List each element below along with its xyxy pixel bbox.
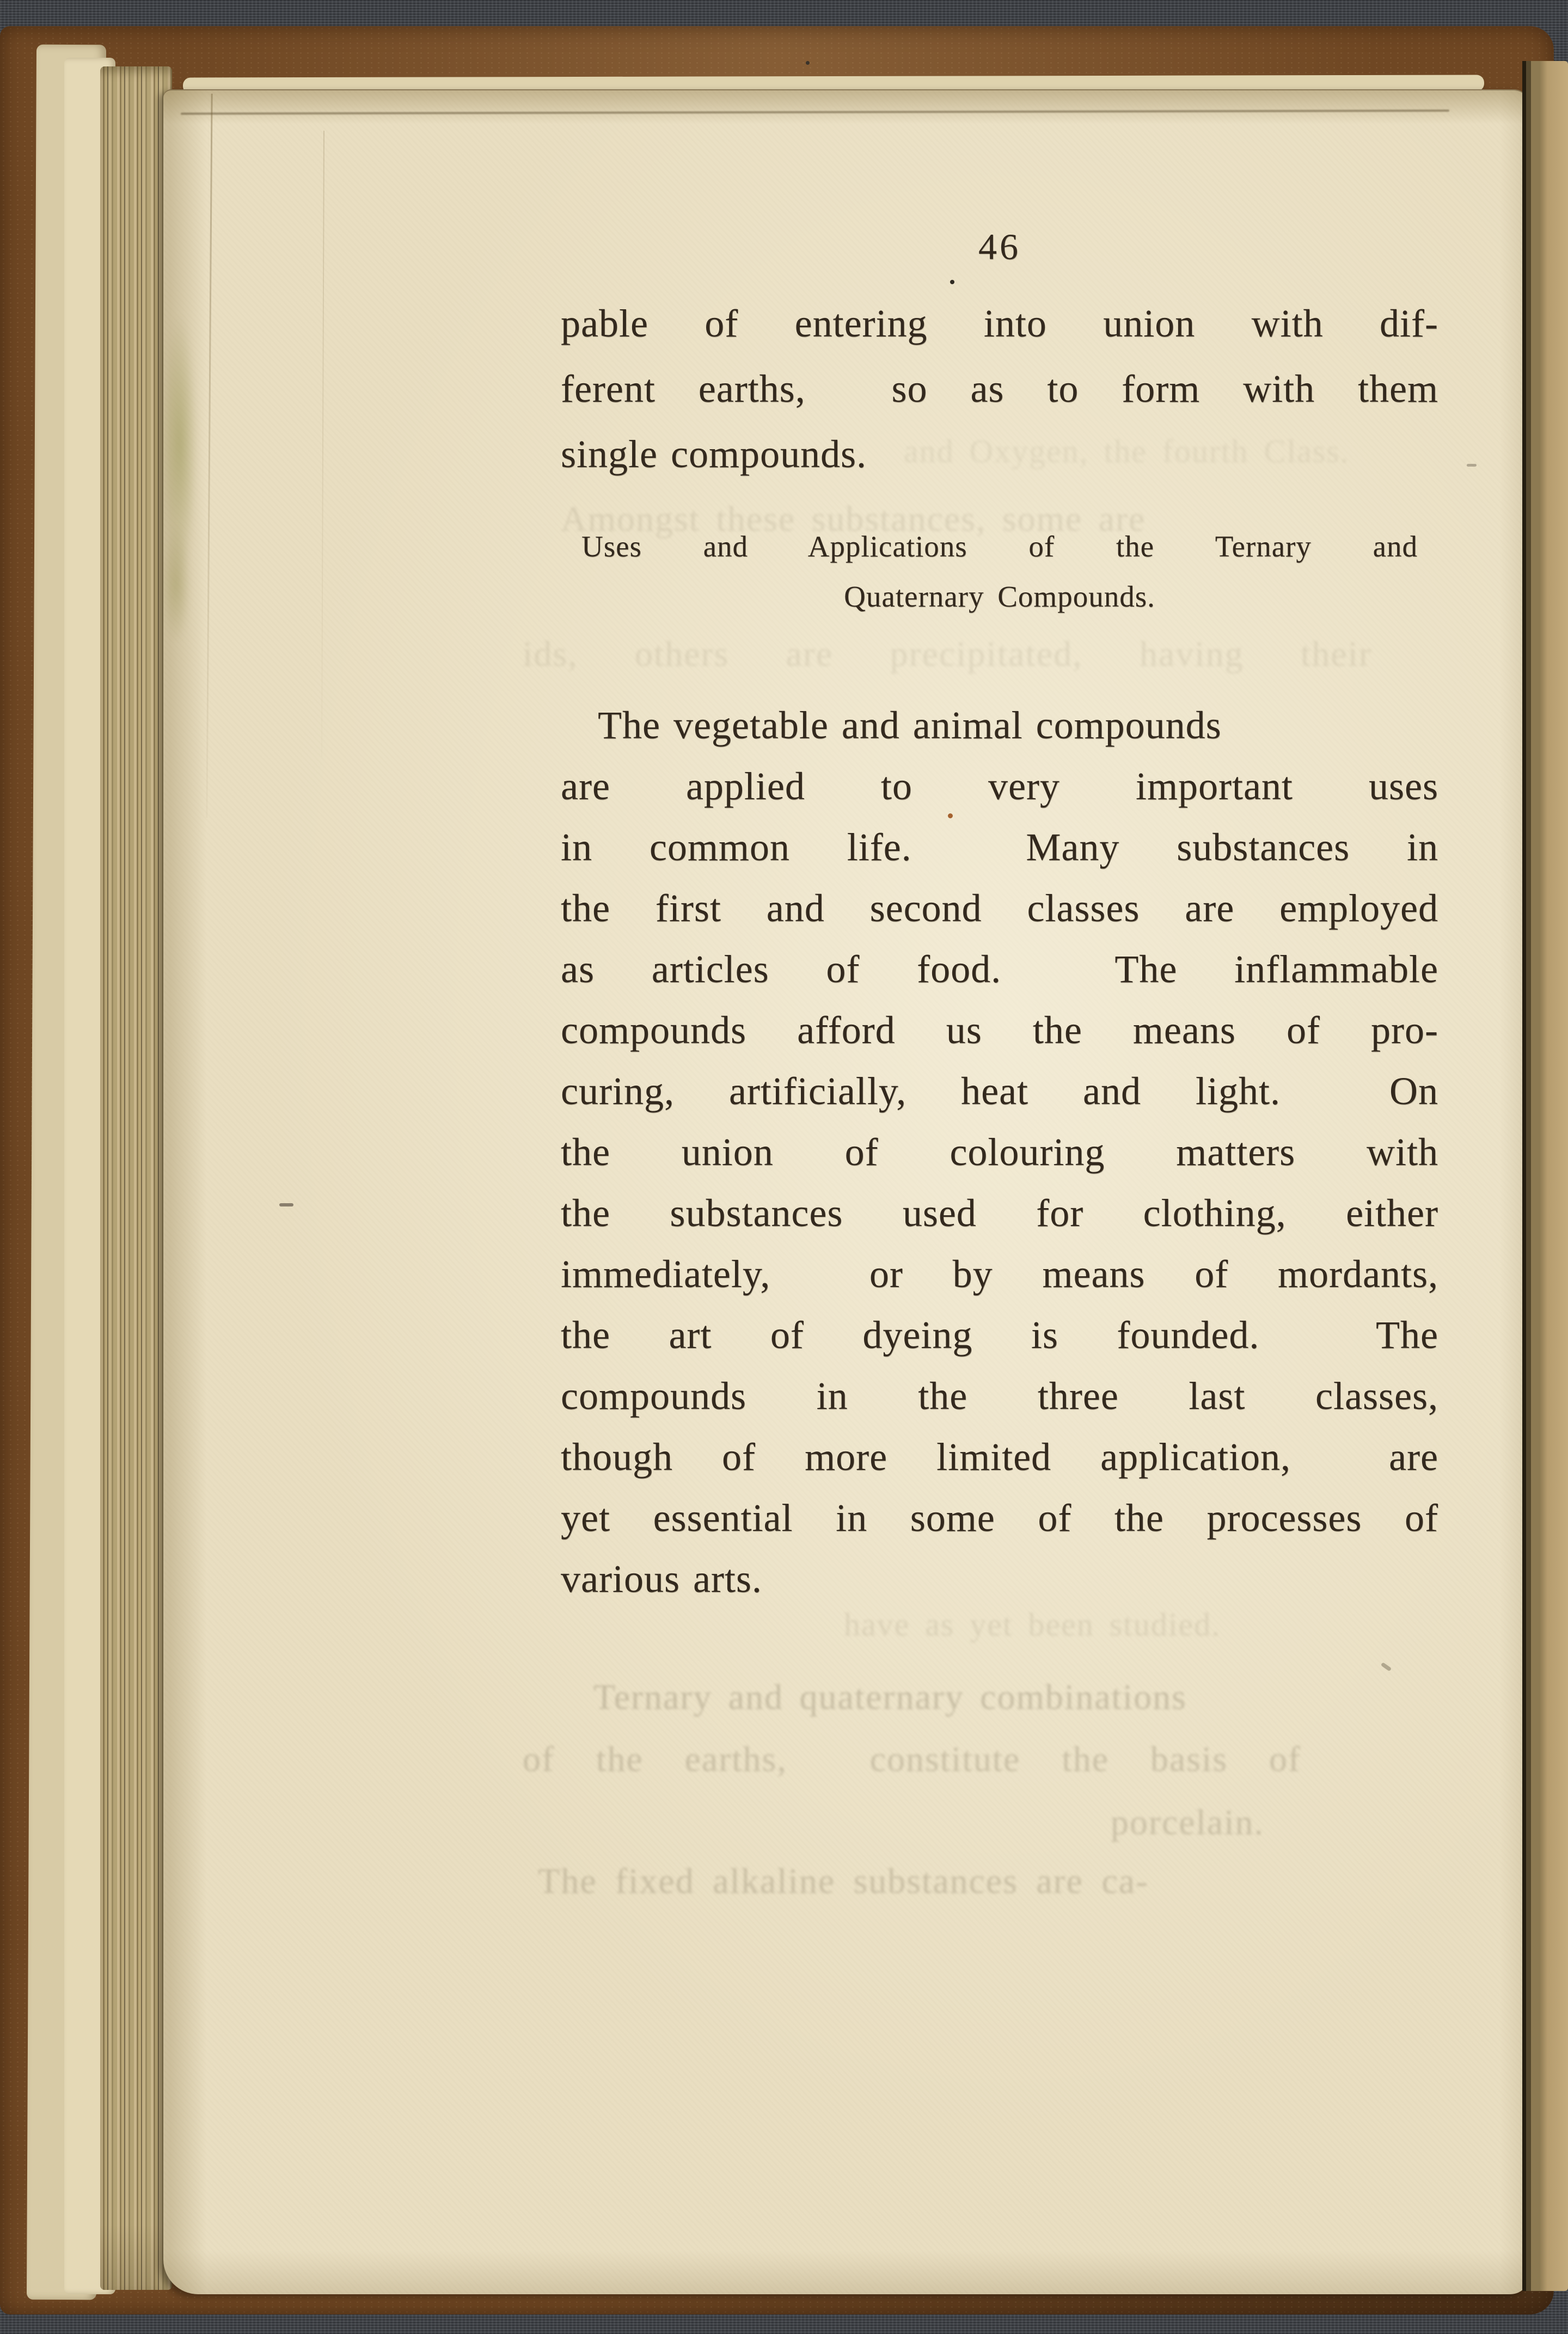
- paper-speck: [279, 1203, 293, 1206]
- paper-stain: [162, 523, 191, 642]
- text-line: the first and second classes are employed: [561, 886, 1438, 930]
- text-line: single compounds.: [561, 432, 867, 476]
- fanned-page-edges: [100, 66, 172, 2290]
- paper-speck: [806, 61, 810, 65]
- text-line: pable of entering into union with dif-: [561, 302, 1438, 345]
- bleedthrough-line: The fixed alkaline substances are ca-: [538, 1861, 1149, 1901]
- text-line: compounds afford us the means of pro-: [561, 1008, 1438, 1052]
- text-line: compounds in the three last classes,: [561, 1374, 1438, 1418]
- text-line: in common life. Many substances in: [561, 825, 1438, 869]
- bleedthrough-line: and Oxygen, the fourth Class.: [904, 433, 1350, 469]
- text-line: the union of colouring matters with: [561, 1130, 1438, 1174]
- bleedthrough-line: of the earths, constitute the basis of: [523, 1739, 1301, 1779]
- right-page-gutter: [1522, 61, 1568, 2291]
- text-line: immediately, or by means of mordants,: [561, 1252, 1438, 1296]
- bleedthrough-line: have as yet been studied.: [844, 1607, 1221, 1643]
- text-line: the substances used for clothing, either: [561, 1191, 1438, 1235]
- bleedthrough-line: ids, others are precipitated, having their: [523, 634, 1372, 674]
- section-heading: [581, 522, 1418, 622]
- bleedthrough-line: Ternary and quaternary combinations: [593, 1677, 1187, 1717]
- paper-speck: [950, 280, 954, 284]
- page-number: 46: [978, 226, 1021, 267]
- bleedthrough-line: Amongst these substances, some are: [561, 499, 1146, 539]
- text-line: yet essential in some of the processes of: [561, 1496, 1438, 1540]
- text-line: though of more limited application, are: [561, 1435, 1438, 1479]
- text-line: ferent earths, so as to form with them: [561, 367, 1438, 411]
- text-line: The vegetable and animal compounds: [598, 703, 1222, 747]
- paper-speck: [948, 813, 953, 818]
- opening-paragraph: [561, 291, 1438, 487]
- text-line: various arts.: [561, 1557, 762, 1601]
- heading-line: Quaternary Compounds.: [844, 580, 1155, 613]
- text-line: curing, artificially, heat and light. On: [561, 1069, 1438, 1113]
- bleedthrough-line: porcelain.: [1111, 1803, 1265, 1842]
- text-line: as articles of food. The inflammable: [561, 947, 1438, 991]
- text-line: the art of dyeing is founded. The: [561, 1313, 1438, 1357]
- text-line: are applied to very important uses: [561, 764, 1438, 808]
- heading-line: Uses and Applications of the Ternary and: [581, 530, 1418, 563]
- body-paragraph: [561, 695, 1438, 1609]
- paper-speck: [1467, 464, 1477, 467]
